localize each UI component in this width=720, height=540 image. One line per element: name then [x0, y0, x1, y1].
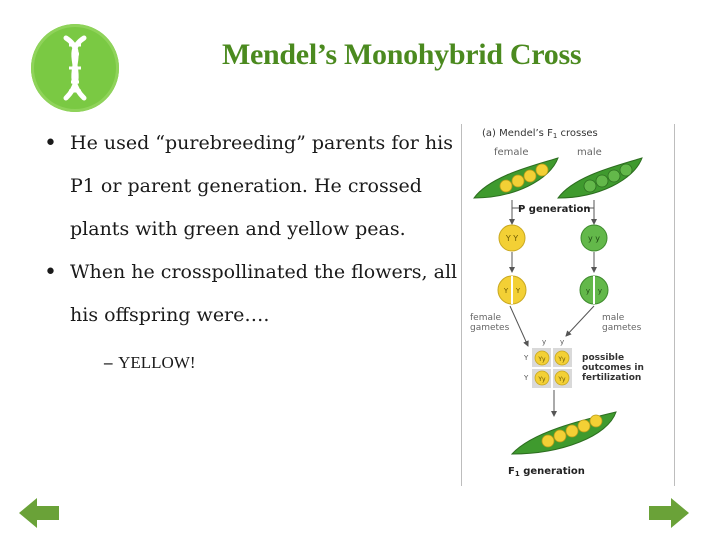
slide-title: Mendel’s Monohybrid Cross — [222, 38, 582, 71]
svg-text:Yy: Yy — [538, 376, 546, 383]
f1-generation-label: $F_1$ generation — [508, 466, 585, 478]
bullet-glyph: • — [44, 260, 57, 285]
bullet-list — [44, 122, 464, 389]
p-generation-label: P generation — [518, 204, 591, 215]
bullet-item — [44, 251, 464, 337]
panel-title: (a) Mendel’s $F_1$ crosses — [482, 128, 598, 140]
svg-text:Yy: Yy — [538, 356, 546, 363]
female-gametes-label: female gametes — [470, 313, 510, 333]
mendel-cross-figure — [461, 124, 675, 486]
bullet-text: When he crosspollinated the flowers, all his offspring were…. — [70, 261, 458, 326]
male-gametes-label: male gametes — [602, 313, 642, 333]
f1-pea-pod — [512, 412, 616, 454]
possible-outcomes-label: possible outcomes in fertilization — [582, 353, 644, 383]
svg-text:Yy: Yy — [558, 356, 566, 363]
male-label: male — [577, 147, 602, 158]
svg-text:Yy: Yy — [558, 376, 566, 383]
male-gametes-circles — [580, 276, 608, 304]
bullet-item — [44, 122, 464, 251]
bullet-glyph: • — [44, 131, 57, 156]
svg-text:y: y — [585, 287, 591, 295]
svg-text:Y: Y — [524, 374, 529, 382]
next-slide-button[interactable] — [647, 496, 691, 530]
dna-icon — [31, 24, 119, 112]
arrow-left-icon — [17, 496, 61, 530]
punnett-square — [523, 338, 572, 388]
dna-logo — [31, 24, 119, 112]
bullet-text: He used “purebreeding” parents for his P1 or parent generation. He crossed plants with green and yellow peas. — [70, 132, 453, 240]
svg-text:y: y — [597, 287, 603, 295]
male-pea-pod — [558, 158, 642, 198]
arrow-right-icon — [647, 496, 691, 530]
previous-slide-button[interactable] — [17, 496, 61, 530]
svg-text:y: y — [560, 338, 565, 346]
svg-text:Y: Y — [503, 287, 509, 295]
female-pea-pod — [474, 158, 558, 198]
svg-text:Y: Y — [515, 287, 521, 295]
sub-bullet-glyph: – — [104, 353, 113, 372]
sub-bullet-text: YELLOW! — [118, 353, 196, 372]
sub-bullet — [104, 337, 464, 389]
svg-text:Y: Y — [524, 354, 529, 362]
female-label: female — [494, 147, 529, 158]
parent-yellow-circle — [499, 225, 525, 251]
svg-text:y: y — [542, 338, 547, 346]
svg-text:Y Y: Y Y — [505, 234, 519, 243]
female-gametes-circles — [498, 276, 526, 304]
svg-text:y y: y y — [587, 234, 601, 243]
parent-green-circle — [581, 225, 607, 251]
